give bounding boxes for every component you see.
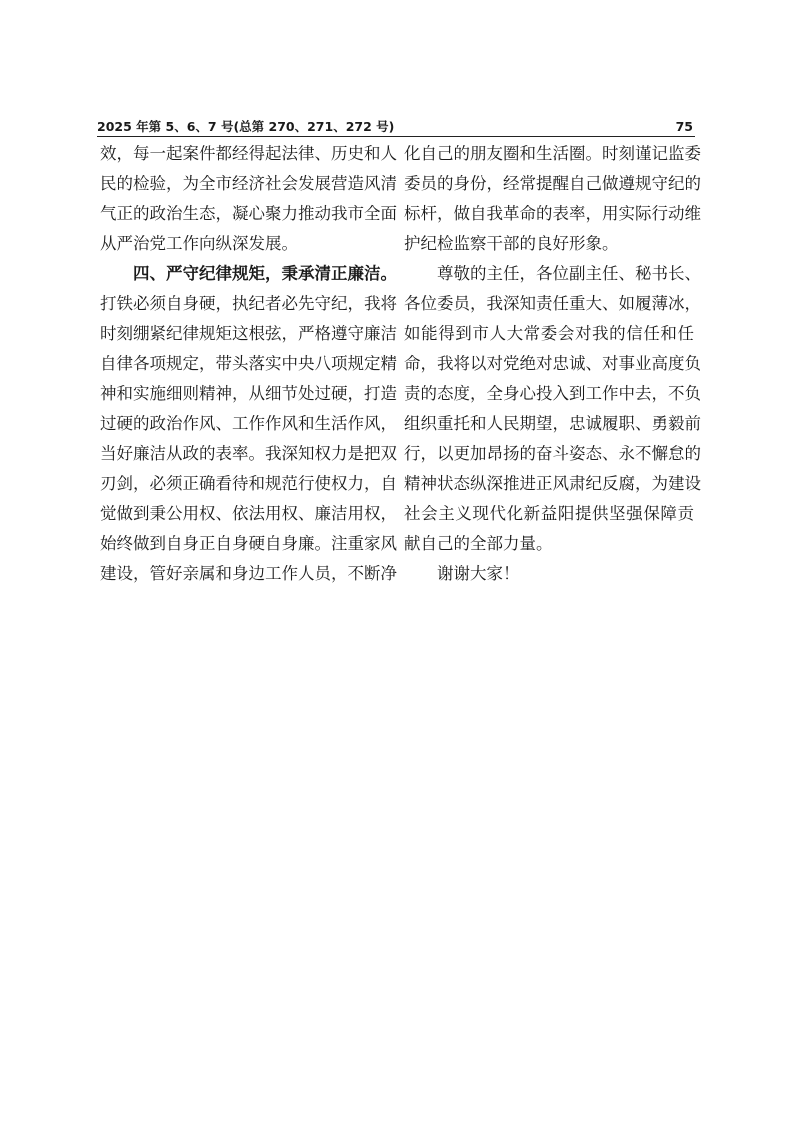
text-line: 从严治党工作向纵深发展。 xyxy=(100,234,298,253)
text-line: 尊敬的主任，各位副主任、秘书长、 xyxy=(437,264,701,283)
text-line: 过硬的政治作风、工作作风和生活作风， xyxy=(100,414,397,433)
text-line: 责的态度，全身心投入到工作中去，不负 xyxy=(404,384,701,403)
text-line: 时刻绷紧纪律规矩这根弦，严格遵守廉洁 xyxy=(100,324,397,343)
text-line: 献自己的全部力量。 xyxy=(404,534,553,553)
text-line: 标杆，做自我革命的表率，用实际行动维 xyxy=(404,204,701,223)
left-column xyxy=(100,139,397,589)
right-paragraph-2 xyxy=(404,259,701,559)
text-line: 如能得到市人大常委会对我的信任和任 xyxy=(404,324,694,343)
text-line: 效，每一起案件都经得起法律、历史和人 xyxy=(100,144,397,163)
left-paragraph-1 xyxy=(100,139,397,259)
text-line: 民的检验，为全市经济社会发展营造风清 xyxy=(100,174,397,193)
closing-text: 谢谢大家！ xyxy=(437,564,520,583)
text-line: 行，以更加昂扬的奋斗姿态、永不懈怠的 xyxy=(404,444,701,463)
issue-info: 2025 年第 5、6、7 号(总第 270、271、272 号) xyxy=(97,119,395,134)
text-line: 建设，管好亲属和身边工作人员，不断净 xyxy=(100,564,397,583)
text-line: 神和实施细则精神，从细节处过硬，打造 xyxy=(100,384,397,403)
text-line: 气正的政治生态，凝心聚力推动我市全面 xyxy=(100,204,397,223)
text-line: 命，我将以对党绝对忠诚、对事业高度负 xyxy=(404,354,701,373)
left-paragraph-2 xyxy=(100,259,397,589)
text-line: 觉做到秉公用权、依法用权、廉洁用权， xyxy=(100,504,397,523)
text-line: 护纪检监察干部的良好形象。 xyxy=(404,234,619,253)
text-line: 当好廉洁从政的表率。我深知权力是把双 xyxy=(100,444,397,463)
text-line: 社会主义现代化新益阳提供坚强保障贡 xyxy=(404,504,694,523)
text-line: 打铁必须自身硬，执纪者必先守纪，我将 xyxy=(100,294,397,313)
text-line: 始终做到自身正自身硬自身廉。注重家风 xyxy=(100,534,397,553)
section-heading: 四、严守纪律规矩，秉承清正廉洁。 xyxy=(133,264,397,283)
header-rule xyxy=(97,136,695,137)
text-line: 刃剑，必须正确看待和规范行使权力，自 xyxy=(100,474,397,493)
text-line: 各位委员，我深知责任重大、如履薄冰， xyxy=(404,294,701,313)
right-column xyxy=(404,139,701,589)
text-line: 委员的身份，经常提醒自己做遵规守纪的 xyxy=(404,174,701,193)
right-paragraph-1 xyxy=(404,139,701,259)
page-number: 75 xyxy=(675,119,693,134)
text-line: 精神状态纵深推进正风肃纪反腐，为建设 xyxy=(404,474,701,493)
text-line: 组织重托和人民期望，忠诚履职、勇毅前 xyxy=(404,414,701,433)
page-header xyxy=(97,118,695,136)
text-line: 自律各项规定，带头落实中央八项规定精 xyxy=(100,354,397,373)
text-line: 化自己的朋友圈和生活圈。时刻谨记监委 xyxy=(404,144,701,163)
closing-paragraph xyxy=(404,559,694,589)
